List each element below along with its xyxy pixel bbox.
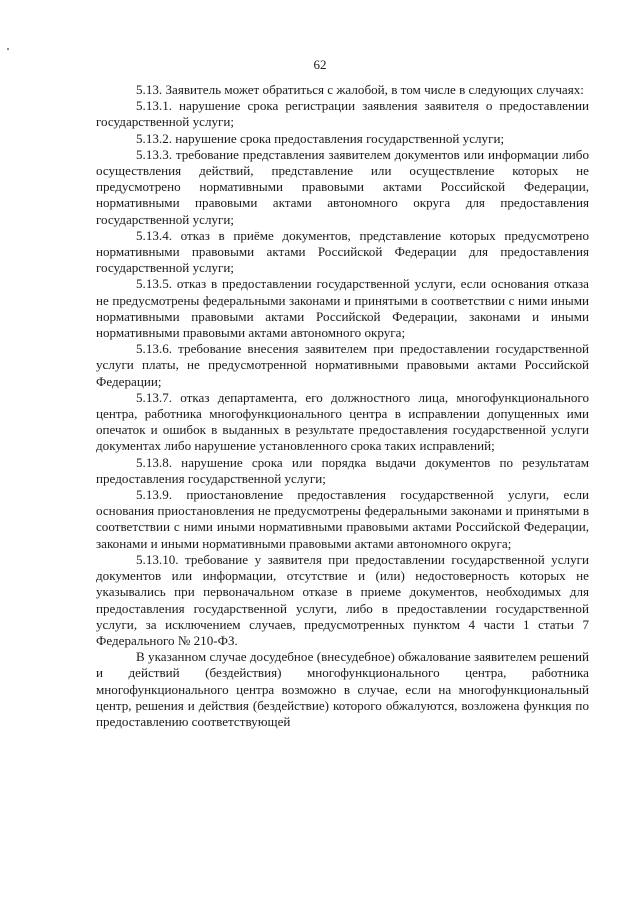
paragraph-5-13-5: 5.13.5. отказ в предоставлении государственной услуги, если основания отказа не предусмотрены федеральными законами и принятыми в соответствии с ними иными нормативными правовыми актами Российской Федерации, законами и иными нормативными правовыми актами автономного округа; <box>96 276 589 341</box>
document-body <box>96 82 589 730</box>
paragraph-5-13-7: 5.13.7. отказ департамента, его должностного лица, многофункционального центра, работника многофункционального центра в исправлении допущенных ими опечаток и ошибок в выданных в результате предоставления государственной услуги документах либо нарушение установленного срока таких исправлений; <box>96 389 589 454</box>
paragraph-5-13-3: 5.13.3. требование представления заявителем документов или информации либо осуществления действий, представление или осуществление которых не предусмотрено нормативными правовыми актами Российской Федерации, нормативными правовыми актами автономного округа для предоставления государственной услуги; <box>96 146 589 227</box>
paragraph-5-13-6: 5.13.6. требование внесения заявителем при предоставлении государственной услуги платы, не предусмотренной нормативными правовыми актами Российской Федерации; <box>96 341 589 389</box>
paragraph-5-13-9: 5.13.9. приостановление предоставления государственной услуги, если основания приостановления не предусмотрены федеральными законами и принятыми в соответствии с ними иными нормативными правовыми актами Российской Федерации, законами и иными нормативными правовыми актами автономного округа; <box>96 487 589 551</box>
paragraph-pretrial-appeal: В указанном случае досудебное (внесудебное) обжалование заявителем решений и действий (бездействия) многофункционального центра, работника многофункционального центра возможно в случае, если на многофункциональный центр, решения и действия (бездействие) которого обжалуются, возложена функция по предоставлению соответствующей <box>96 649 589 729</box>
page-number: 62 <box>313 57 327 72</box>
paragraph-5-13-4: 5.13.4. отказ в приёме документов, представление которых предусмотрено нормативными правовыми актами Российской Федерации для предоставления государственной услуги; <box>96 227 589 276</box>
paragraph-5-13-10: 5.13.10. требование у заявителя при предоставлении государственной услуги документов или информации, отсутствие и (или) недостоверность которых не указывались при первоначальном отказе в приеме документов, необходимых для предоставления государственной услуги, либо в предоставлении государственной услуги, за исключением случаев, предусмотренных пунктом 4 части 1 статьи 7 Федерального № 210-ФЗ. <box>96 551 589 648</box>
paragraph-5-13-8: 5.13.8. нарушение срока или порядка выдачи документов по результатам предоставления государственной услуги; <box>96 454 589 486</box>
paragraph-5-13: 5.13. Заявитель может обратиться с жалобой, в том числе в следующих случаях: <box>136 82 584 97</box>
paragraph-5-13-2: 5.13.2. нарушение срока предоставления государственной услуги; <box>136 130 505 146</box>
scan-artifact <box>7 48 9 50</box>
paragraph-5-13-1: 5.13.1. нарушение срока регистрации заявления заявителя о предоставлении государственной услуги; <box>96 98 589 130</box>
